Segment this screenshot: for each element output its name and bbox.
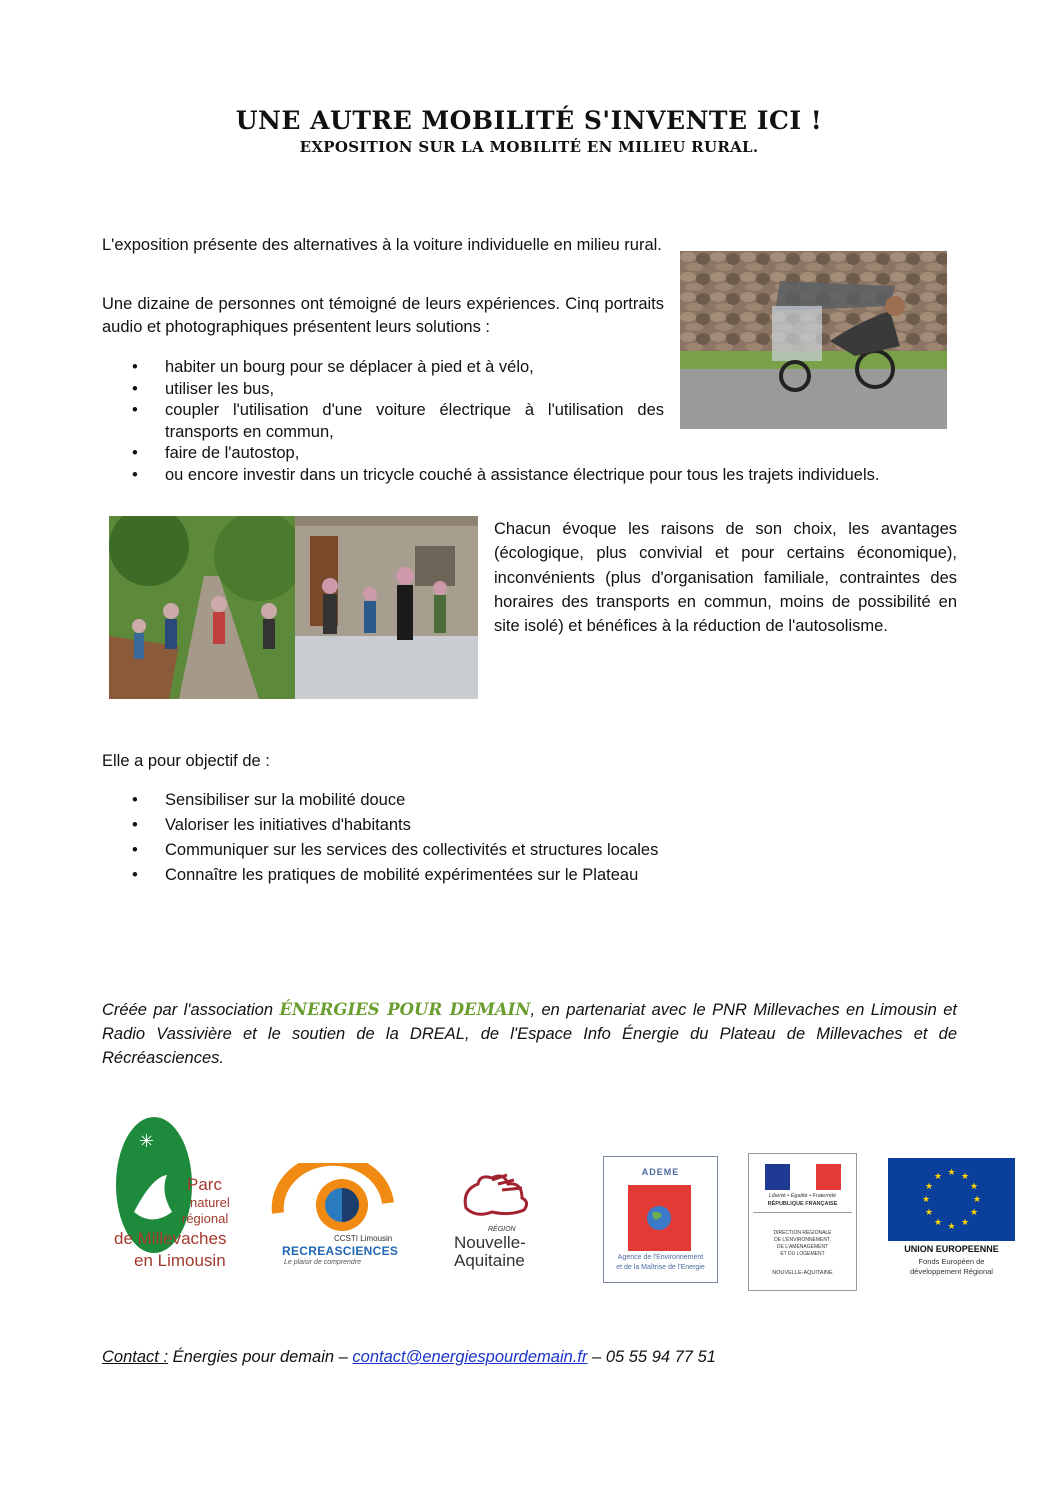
association-name: ÉNERGIES POUR DEMAIN (279, 1000, 531, 1019)
list-item: • Connaître les pratiques de mobilité expérimentées sur le Plateau (132, 866, 639, 884)
list-item: • Communiquer sur les services des collectivités et structures locales (132, 841, 659, 859)
solutions-list (102, 357, 880, 486)
dreal-logo: Liberté • Égalité • Fraternité RÉPUBLIQUE FRANÇAISE DIRECTION RÉGIONALE DE L'ENVIRONNEMENT, DE L'AMÉNAGEMENT ET DU LOGEMENT NOUVELLE-AQUITAINE (748, 1153, 857, 1291)
region-nouvelle-aquitaine-logo: RÉGION Nouvelle- Aquitaine (452, 1170, 544, 1270)
contact-email-link[interactable]: contact@energiespourdemain.fr (352, 1348, 588, 1366)
list-item: • habiter un bourg pour se déplacer à pied et à vélo, (132, 358, 534, 376)
svg-text:★: ★ (960, 1172, 970, 1182)
credits-paragraph: Créée par l'association ÉNERGIES POUR DEMAIN, en partenariat avec le PNR Millevaches en Limousin et Radio Vassivière et le soutien de la DREAL, de l'Espace Info Énergie du Plateau de Millevaches et de Récréasciences. (102, 1000, 958, 1067)
intro-paragraph-1: L'exposition présente des alternatives à la voiture individuelle en milieu rural. (102, 236, 662, 254)
list-item: • Sensibiliser sur la mobilité douce (132, 791, 406, 809)
list-item: • Valoriser les initiatives d'habitants (132, 816, 411, 834)
objectives-list (102, 788, 802, 888)
contact-label: Contact : (102, 1348, 169, 1366)
dreal-text: DIRECTION RÉGIONALE DE L'ENVIRONNEMENT, DE L'AMÉNAGEMENT ET DU LOGEMENT (773, 1230, 832, 1257)
svg-text:★: ★ (924, 1182, 934, 1192)
page-subtitle: EXPOSITION SUR LA MOBILITÉ EN MILIEU RURAL. (299, 138, 759, 156)
walkers-photo (295, 516, 478, 699)
svg-text:★: ★ (947, 1222, 956, 1232)
tricycle-photo (680, 251, 947, 429)
pnr-millevaches-logo: ✳ Parc naturel régional de Millevaches en Limousin (112, 1117, 232, 1287)
page-title: UNE AUTRE MOBILITÉ S'INVENTE ICI ! (235, 106, 823, 135)
list-item: • ou encore investir dans un tricycle couché à assistance électrique pour tous les trajets individuels. (132, 465, 880, 484)
cyclists-photo (109, 516, 295, 699)
choice-reasons-text: Chacun évoque les raisons de son choix, les avantages (écologique, plus convivial et pour certains économique), inconvénients (plus d'organisation familiale, contraintes des horaires des transports en commun, moins de possibilité en site isolé) et bénéfices à la réduction de l'autosolisme. (494, 520, 957, 636)
list-item: • faire de l'autostop, (132, 444, 300, 462)
svg-text:★: ★ (947, 1168, 956, 1178)
svg-text:★: ★ (969, 1208, 979, 1218)
svg-text:★: ★ (972, 1195, 982, 1205)
list-item: • utiliser les bus, (132, 379, 275, 398)
ademe-logo: ADEME Agence de l'Environnement et de la Maîtrise de l'Energie (603, 1156, 718, 1283)
recreasciences-logo: CCSTI Limousin RECREASCIENCES Le plaisir de comprendre (270, 1163, 400, 1273)
svg-text:★: ★ (960, 1218, 970, 1228)
svg-text:★: ★ (933, 1218, 943, 1228)
svg-text:★: ★ (924, 1208, 934, 1218)
contact-line: Contact : Énergies pour demain – contact@energiespourdemain.fr – 05 55 94 77 51 (102, 1348, 716, 1366)
eu-stars-icon (888, 1158, 1015, 1241)
svg-text:★: ★ (933, 1172, 943, 1182)
svg-text:★: ★ (969, 1182, 979, 1192)
objectives-intro: Elle a pour objectif de : (102, 752, 270, 770)
svg-text:★: ★ (921, 1195, 931, 1205)
svg-text:✳: ✳ (139, 1131, 155, 1152)
intro-paragraph-2: Une dizaine de personnes ont témoigné de leurs expériences. Cinq portraits audio et photographiques présentent leurs solutions : (102, 295, 664, 336)
list-item: • coupler l'utilisation d'une voiture électrique à l'utilisation des transports en commun, (132, 401, 664, 441)
eu-logo: ★ ★ ★ ★ ★ ★ ★ ★ ★ ★ ★ ★ UNION EUROPEENNE Fonds Européen de développement Régional (888, 1158, 1016, 1288)
